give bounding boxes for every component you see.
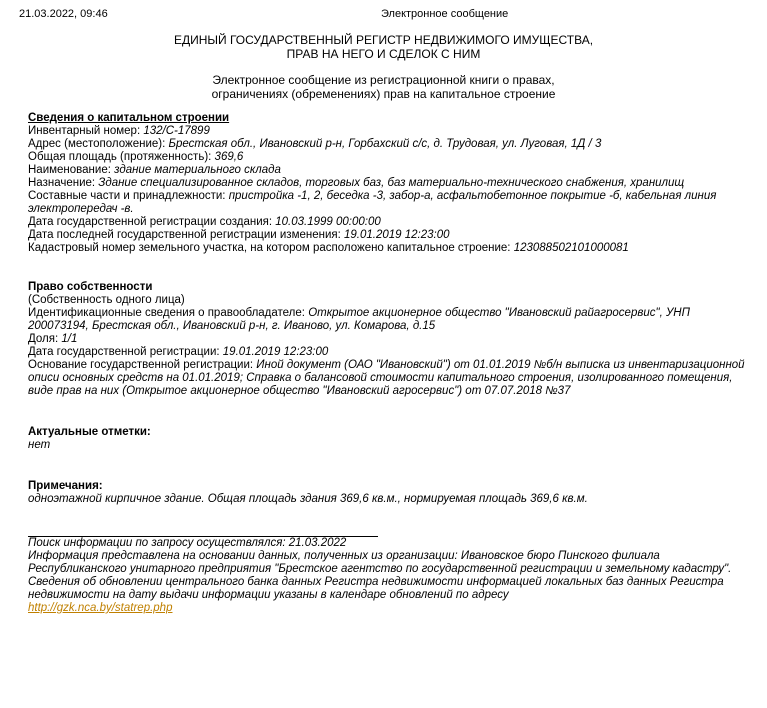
- parts-row: [28, 190, 748, 216]
- holder-row: [28, 307, 748, 333]
- name-row: [28, 164, 748, 177]
- change-date-row: [28, 229, 748, 242]
- share-value: 1/1: [61, 333, 78, 345]
- footer-updates: Сведения об обновлении центрального банка данных Регистра недвижимости информацией локальных баз данных Регистра недвижимости на дату выдачи информации указаны в календаре обновлений по адресу: [28, 576, 724, 601]
- reg-date-label: Дата государственной регистрации:: [28, 346, 223, 358]
- reg-date-row: [28, 346, 748, 359]
- ownership-section-heading: Право собственности: [28, 281, 153, 293]
- creation-date-value: 10.03.1999 00:00:00: [275, 216, 381, 228]
- area-label: Общая площадь (протяженность):: [28, 151, 215, 163]
- name-label: Наименование:: [28, 164, 115, 176]
- address-row: [28, 138, 748, 151]
- document-subtitle-line1: Электронное сообщение из регистрационной книги о правах,: [212, 73, 555, 87]
- document-subtitle: [0, 73, 767, 101]
- marks-section-heading: Актуальные отметки:: [28, 426, 151, 438]
- share-row: [28, 333, 748, 346]
- address-value: Брестская обл., Ивановский р-н, Горбахский с/с, д. Трудовая, ул. Луговая, 1Д / 3: [168, 138, 602, 150]
- change-date-value: 19.01.2019 12:23:00: [344, 229, 450, 241]
- creation-date-row: [28, 216, 748, 229]
- print-doc-type: Электронное сообщение: [381, 8, 509, 20]
- purpose-label: Назначение:: [28, 177, 99, 189]
- document-subtitle-line2: ограничениях (обременениях) прав на капитальное строение: [211, 87, 556, 101]
- creation-date-label: Дата государственной регистрации создания:: [28, 216, 276, 228]
- notes-section-heading: Примечания:: [28, 480, 103, 492]
- address-label: Адрес (местоположение):: [28, 138, 169, 150]
- document-title-line1: ЕДИНЫЙ ГОСУДАРСТВЕННЫЙ РЕГИСТР НЕДВИЖИМОГО ИМУЩЕСТВА,: [173, 33, 594, 47]
- purpose-row: [28, 177, 748, 190]
- holder-label: Идентификационные сведения о правообладателе:: [28, 307, 309, 319]
- area-row: [28, 151, 748, 164]
- registry-updates-link[interactable]: http://gzk.nca.by/statrep.php: [28, 602, 173, 614]
- name-value: здание материального склада: [114, 164, 281, 176]
- document-title: [0, 33, 767, 61]
- change-date-label: Дата последней государственной регистрации изменения:: [28, 229, 345, 241]
- share-label: Доля:: [28, 333, 62, 345]
- marks-value: нет: [28, 439, 51, 451]
- purpose-value: Здание специализированное складов, торговых баз, баз материально-технического снабжения, хранилищ: [98, 177, 685, 189]
- cadastral-value: 123088502101000081: [513, 242, 629, 254]
- parts-label: Составные части и принадлежности:: [28, 190, 229, 202]
- parts-value: пристройка -1, 2, беседка -3, забор-а, асфальтобетонное покрытие -б, кабельная линия электропередач -в.: [28, 190, 717, 215]
- ownership-type: (Собственность одного лица): [28, 294, 185, 306]
- basis-value: Иной документ (ОАО "Ивановский") от 01.01.2019 №б/н выписка из инвентаризационной описи основных средств на 01.01.2019; Справка о балансовой стоимости капитального строения, изолированного помещения, виде прав на них (Открытое акционерное общество "Ивановский агросервис") от 07.07.2018 №37: [28, 359, 745, 397]
- cadastral-label: Кадастровый номер земельного участка, на котором расположено капитальное строение:: [28, 242, 514, 254]
- cadastral-row: [28, 242, 748, 255]
- basis-label: Основание государственной регистрации:: [28, 359, 257, 371]
- inventory-number-label: Инвентарный номер:: [28, 125, 144, 137]
- document-title-line2: ПРАВ НА НЕГО И СДЕЛОК С НИМ: [286, 47, 481, 61]
- footer-search-date: Поиск информации по запросу осуществлялся: 21.03.2022: [28, 537, 347, 549]
- notes-value: одноэтажной кирпичное здание. Общая площадь здания 369,6 кв.м., нормируемая площадь 369,6 кв.м.: [28, 493, 588, 505]
- inventory-number-value: 132/С-17899: [143, 125, 210, 137]
- area-value: 369,6: [214, 151, 244, 163]
- holder-value: Открытое акционерное общество "Ивановский райагросервис", УНП 200073194, Брестская обл., Ивановский р-н, г. Иваново, ул. Комарова, д.15: [28, 307, 690, 332]
- reg-date-value: 19.01.2019 12:23:00: [222, 346, 329, 358]
- print-datetime: 21.03.2022, 09:46: [19, 8, 108, 20]
- footer-source: Информация представлена на основании данных, полученных из организации: Ивановское бюро Пинского филиала Республиканского унитарного предприятия "Брестское агентство по государственной регистрации и земельному кадастру".: [28, 550, 732, 575]
- inventory-number-row: [28, 125, 748, 138]
- basis-row: [28, 359, 748, 398]
- building-section-heading: Сведения о капитальном строении: [28, 112, 230, 124]
- document-body: [28, 112, 748, 615]
